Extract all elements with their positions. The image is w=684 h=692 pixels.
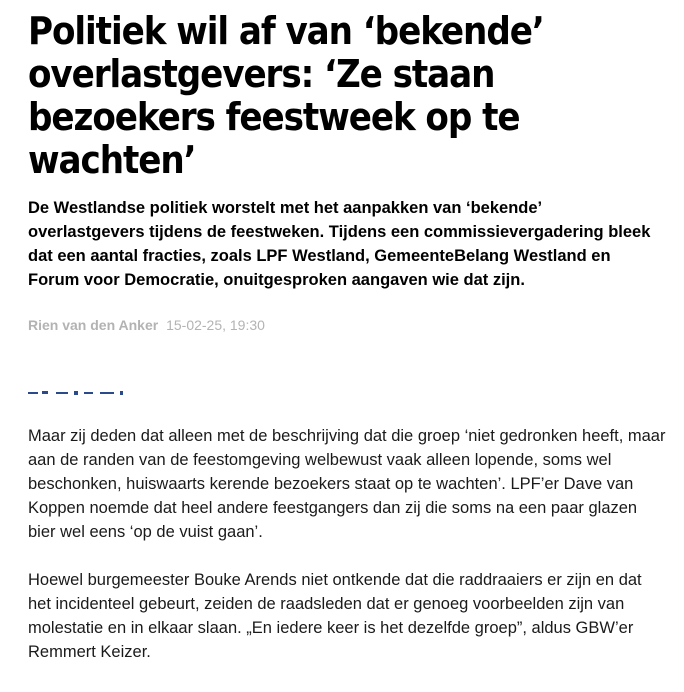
byline xyxy=(28,316,668,334)
article-headline: Politiek wil af van ‘bekende’ overlastgevers: ‘Ze staan bezoekers feestweek op te wachten’ xyxy=(28,9,544,182)
publish-date: 15-02-25, 19:30 xyxy=(166,317,265,333)
article-lead: De Westlandse politiek worstelt met het aanpakken van ‘bekende’ overlastgevers tijdens de feestweken. Tijdens een commissievergadering bleek dat een aantal fracties, zoals LPF Westland, GemeenteBelang Westland en Forum voor Democratie, onuitgesproken aangaven wie dat zijn. xyxy=(28,199,651,289)
media-strip-mark xyxy=(120,391,123,395)
media-placeholder-strip xyxy=(28,390,238,396)
media-strip-mark xyxy=(84,392,93,394)
media-strip-mark xyxy=(100,392,114,394)
article-header xyxy=(28,10,668,334)
media-strip-mark xyxy=(28,392,38,394)
author-name[interactable]: Rien van den Anker xyxy=(28,317,159,333)
article-body xyxy=(28,424,668,688)
article-paragraph-1: Maar zij deden dat alleen met de beschrijving dat die groep ‘niet gedronken heeft, maar aan de randen van de feestomgeving welbewust vaak alleen lopende, soms wel beschonken, huiswaarts kerende bezoekers staat op te wachten’. LPF’er Dave van Koppen noemde dat heel andere feestgangers dan zij die soms na een paar glazen bier wel eens ‘op de vuist gaan’. xyxy=(28,427,666,541)
media-strip-mark xyxy=(42,391,48,394)
media-strip-mark xyxy=(56,392,68,394)
media-strip-mark xyxy=(74,391,78,395)
article-paragraph-2: Hoewel burgemeester Bouke Arends niet ontkende dat die raddraaiers er zijn en dat het incidenteel gebeurt, zeiden de raadsleden dat er genoeg voorbeelden zijn van molestatie en in elkaar slaan. „En iedere keer is het dezelfde groep”, aldus GBW’er Remmert Keizer. xyxy=(28,571,642,661)
